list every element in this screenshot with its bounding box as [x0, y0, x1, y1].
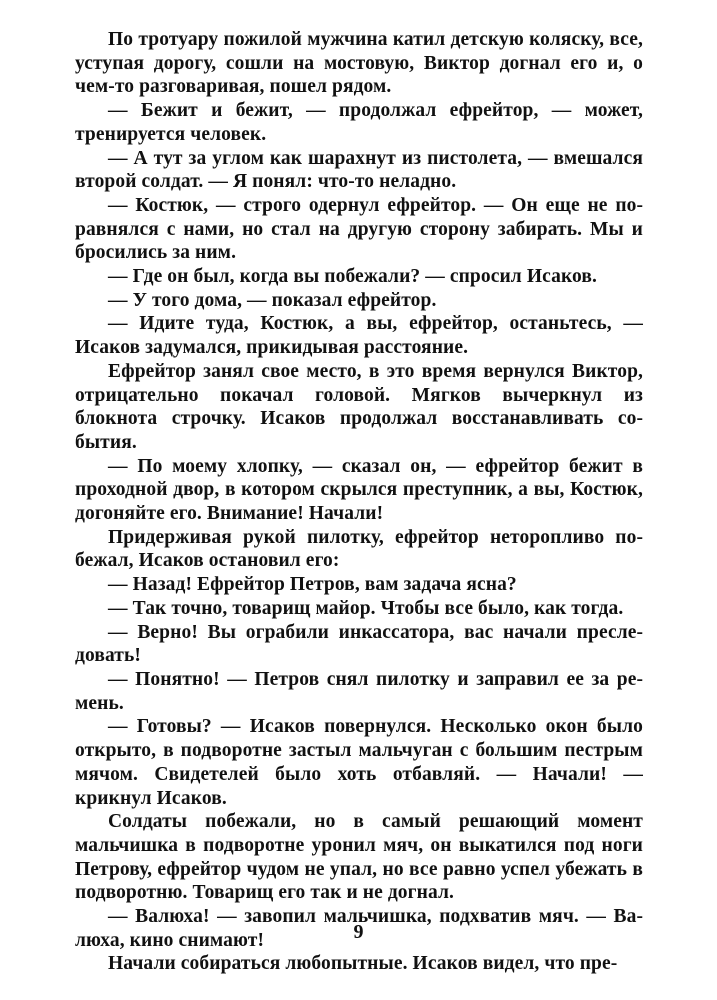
paragraph: — Валюха! — завопил мальчишка, подхватив мяч. — Валюха, кино снимают! [75, 906, 643, 951]
paragraph: Начали собираться любопытные. Исаков видел, что пре- [108, 953, 618, 975]
paragraph: — Назад! Ефрейтор Петров, вам задача ясна? [108, 574, 517, 596]
paragraph: Солдаты побежали, но в самый решающий момент мальчишка в подворотне уронил мяч, он выкатился под ноги Петрову, ефрейтор чудом не упал, но все равно успел убежать в подворотню. Товарищ его так и не догнал. [75, 811, 643, 904]
paragraph: — Бежит и бежит, — продолжал ефрейтор, — может, тренируется человек. [75, 100, 643, 145]
paragraph: — Готовы? — Исаков повернулся. Несколько окон было открыто, в подворотне застыл мальчуган с большим пестрым мячом. Свидетелей было хоть отбавляй. — Начали! — крикнул Исаков. [75, 716, 643, 809]
paragraph: — Костюк, — строго одернул ефрейтор. — Он еще не поравнялся с нами, но стал на другую сторону забирать. Мы и бросились за ним. [75, 194, 643, 264]
paragraph: По тротуару пожилой мужчина катил детскую коляску, все, уступая дорогу, сошли на мостовую, Виктор догнал его и, о чем-то разговаривая, пошел рядом. [75, 29, 643, 98]
paragraph: — Где он был, когда вы побежали? — спросил Исаков. [108, 266, 597, 288]
paragraph: — По моему хлопку, — сказал он, — ефрейтор бежит в проходной двор, в котором скрылся преступник, а вы, Костюк, догоняйте его. Внимание! Начали! [75, 455, 643, 525]
paragraph: — Верно! Вы ограбили инкассатора, вас начали преследовать! [75, 621, 643, 667]
paragraph: — А тут за углом как шарахнут из пистолета, — вмешался второй солдат. — Я понял: что-то неладно. [75, 147, 643, 193]
paragraph: Придерживая рукой пилотку, ефрейтор неторопливо побежал, Исаков остановил его: [75, 526, 643, 572]
paragraph: Ефрейтор занял свое место, в это время вернулся Виктор, отрицательно покачал головой. Мягков вычеркнул из блокнота строчку. Исаков продолжал восстанавливать события. [75, 360, 643, 453]
page-body [75, 28, 643, 976]
paragraph: — Так точно, товарищ майор. Чтобы все было, как тогда. [108, 597, 624, 619]
paragraph: — Идите туда, Костюк, а вы, ефрейтор, останьтесь, — Исаков задумался, прикидывая расстояние. [75, 313, 643, 359]
paragraph: — У того дома, — показал ефрейтор. [108, 289, 437, 311]
page-number: 9 [353, 921, 364, 943]
paragraph: — Понятно! — Петров снял пилотку и заправил ее за ремень. [75, 668, 643, 714]
